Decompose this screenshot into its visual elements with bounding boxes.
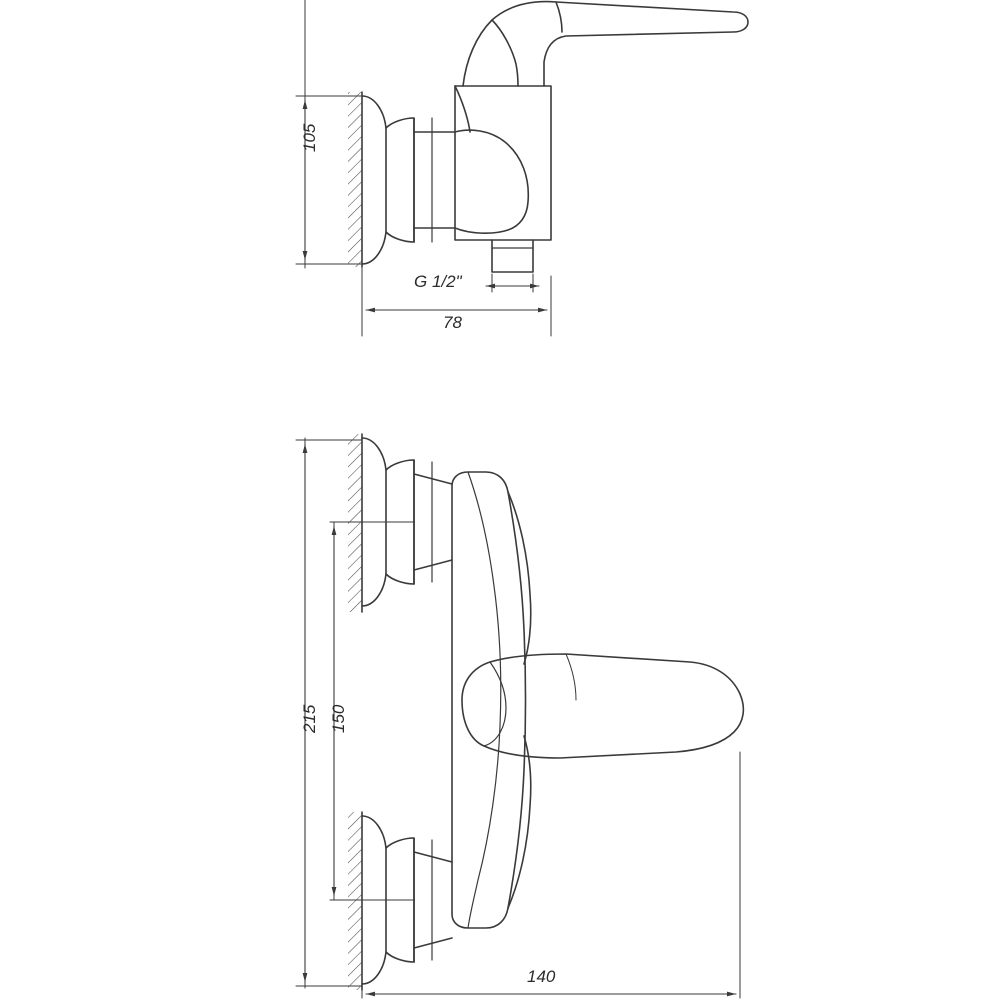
lever-handle-front — [462, 654, 743, 758]
side-view-group — [296, 0, 748, 336]
dimension-label-thread: G 1/2" — [414, 272, 462, 291]
dimension-140 — [362, 752, 740, 998]
dimension-label-215: 215 — [300, 704, 319, 733]
escutcheon-side — [362, 96, 414, 264]
dimension-thread — [486, 274, 539, 292]
wall-hatch-front-lower — [348, 812, 362, 990]
outlet-spigot-side — [492, 240, 533, 272]
dimension-label-105: 105 — [300, 123, 319, 152]
wall-hatch-side — [348, 92, 362, 267]
dimension-label-78: 78 — [443, 313, 462, 332]
front-view-group — [296, 434, 743, 998]
lever-handle-side — [463, 2, 748, 86]
mixer-body-side — [455, 86, 551, 240]
dimension-label-150: 150 — [329, 704, 348, 733]
wall-hatch-front-upper — [348, 434, 362, 612]
inlet-connector-side — [414, 118, 455, 242]
dimension-label-140: 140 — [527, 967, 556, 986]
mixer-body-front — [452, 472, 531, 928]
